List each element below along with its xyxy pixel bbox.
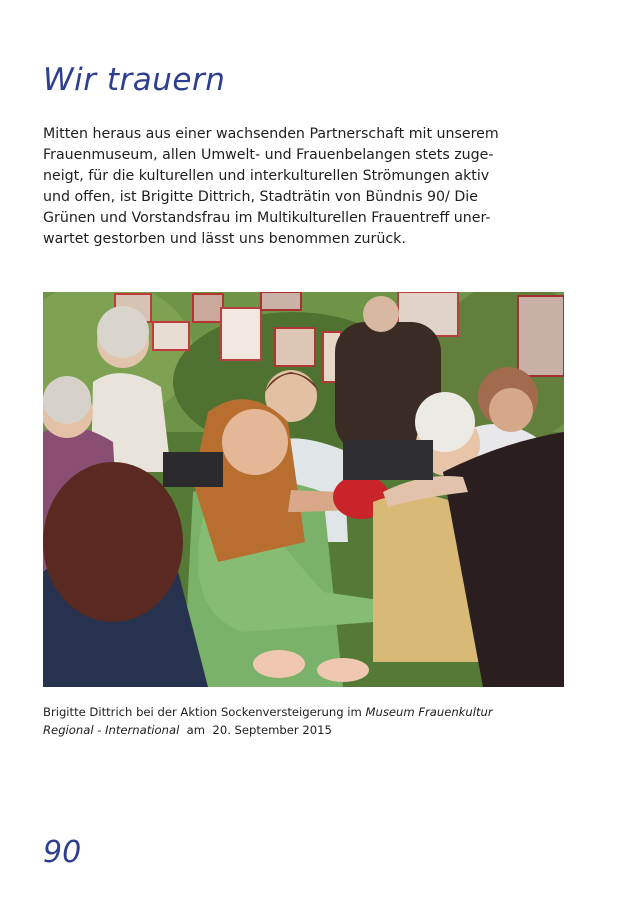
page-title: Wir trauern <box>43 62 226 98</box>
photo-illustration <box>43 292 564 687</box>
body-line: Frauenmuseum, allen Umwelt- und Frauenbelangen stets zuge- <box>43 147 494 163</box>
page-number: 90 <box>43 835 82 870</box>
body-line: Grünen und Vorstandsfrau im Multikulturellen Frauentreff uner- <box>43 210 491 226</box>
caption-museum-name: Museum Frauenkultur <box>365 705 493 719</box>
caption-line-1 <box>43 703 573 721</box>
caption-text: Brigitte Dittrich bei der Aktion Sockenversteigerung im <box>43 705 366 719</box>
caption-line-2 <box>43 721 573 739</box>
caption-museum-subtitle: Regional - International <box>43 723 180 737</box>
body-paragraph <box>43 124 563 250</box>
event-photo <box>43 292 564 687</box>
caption-date: am 20. September 2015 <box>179 723 332 737</box>
body-line: neigt, für die kulturellen und interkulturellen Strömungen aktiv <box>43 168 490 184</box>
body-line: Mitten heraus aus einer wachsenden Partnerschaft mit unserem <box>43 126 499 142</box>
body-line: und offen, ist Brigitte Dittrich, Stadträtin von Bündnis 90/ Die <box>43 189 478 205</box>
photo-caption <box>43 703 573 739</box>
body-line: wartet gestorben und lässt uns benommen zurück. <box>43 231 406 247</box>
